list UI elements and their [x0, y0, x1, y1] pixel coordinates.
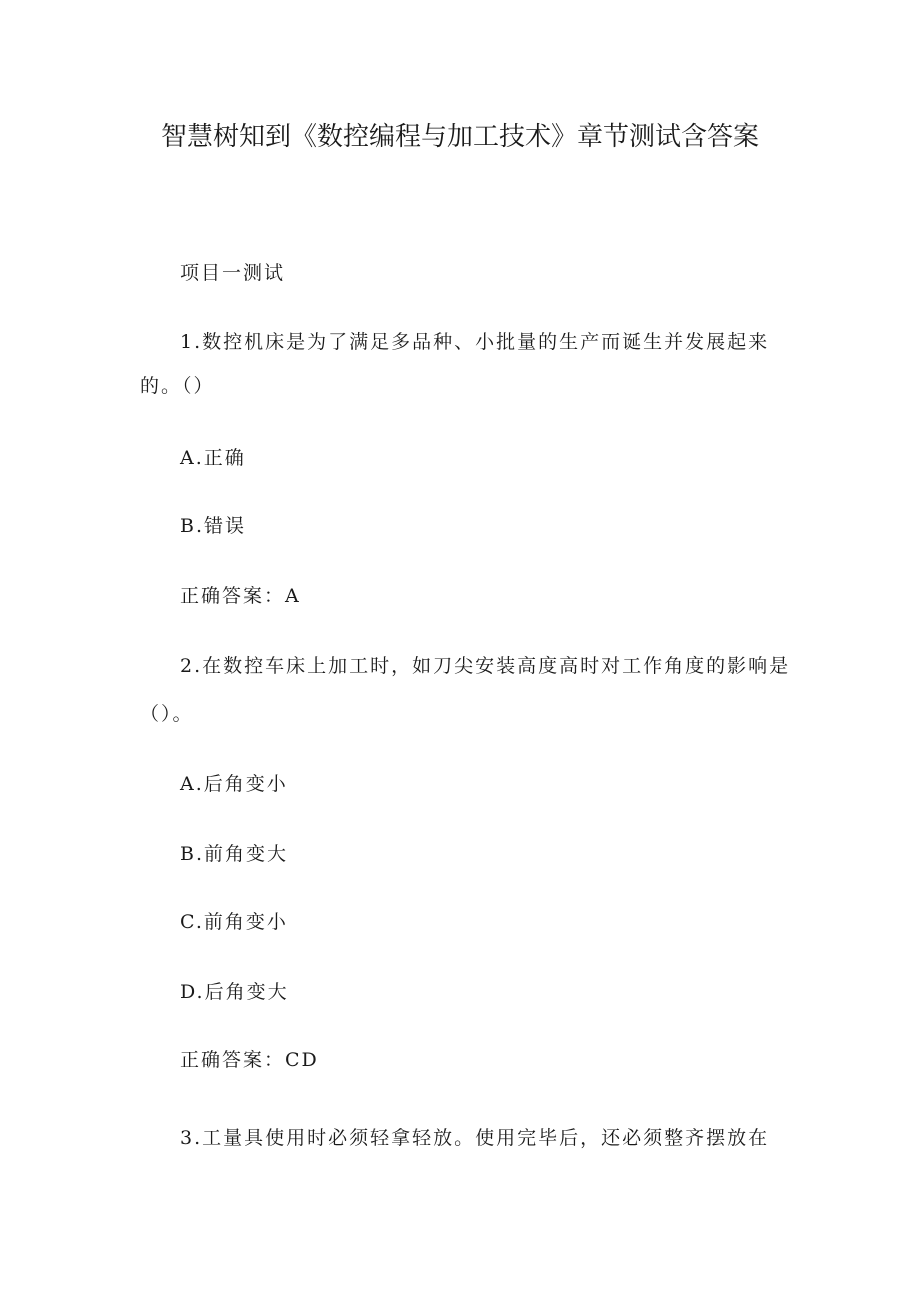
- question-1-option-a: A.正确: [180, 447, 246, 469]
- question-1-stem-line2: 的。（）: [140, 375, 215, 397]
- question-1-stem-line1: 1.数控机床是为了满足多品种、小批量的生产而诞生并发展起来: [180, 331, 770, 353]
- question-2-option-a: A.后角变小: [180, 773, 288, 795]
- question-2-option-d: D.后角变大: [180, 981, 289, 1003]
- question-1-answer: 正确答案：A: [180, 585, 301, 607]
- question-3-stem-line1: 3.工量具使用时必须轻拿轻放。使用完毕后，还必须整齐摆放在: [180, 1127, 770, 1149]
- section-heading: 项目一测试: [180, 262, 286, 284]
- question-1-option-b: B.错误: [180, 515, 247, 537]
- document-title: 智慧树知到《数控编程与加工技术》章节测试含答案: [160, 122, 759, 152]
- question-2-option-b: B.前角变大: [180, 843, 289, 865]
- question-2-answer: 正确答案：CD: [180, 1049, 319, 1071]
- question-2-stem-line2: （）。: [140, 703, 194, 725]
- question-2-option-c: C.前角变小: [180, 911, 288, 933]
- question-2-stem-line1: 2.在数控车床上加工时，如刀尖安装高度高时对工作角度的影响是: [180, 655, 791, 677]
